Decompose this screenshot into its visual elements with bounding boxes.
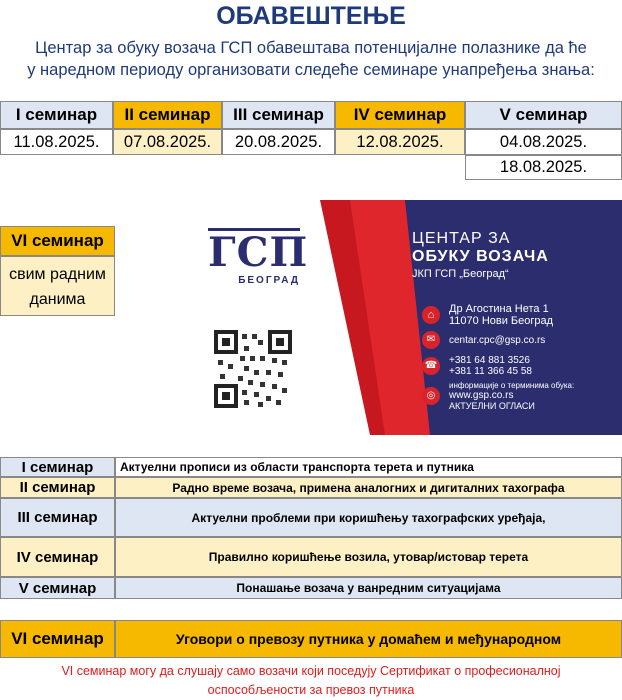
gsp-logo [208,228,309,288]
vi-schedule-line-1: свим радним [9,266,106,283]
topic-desc-3: Актуелни проблеми при коришћењу тахографских уређаја, [115,498,622,537]
intro-text [0,37,622,81]
schedule-header-3: III семинар [222,101,335,129]
footnote-line-1: VI семинар могу да слушају само возачи који поседују Сертификат о професионалној [61,664,561,678]
topic-desc-5: Понашање возача у ванредним ситуацијама [115,577,622,599]
email-row [422,331,622,349]
intro-line-1: Центар за обуку возача ГСП обавештава потенцијалне полазнике да ће [35,39,587,57]
schedule-header-1: I семинар [0,101,113,129]
card-contacts [422,303,622,411]
intro-line-2: у наредном периоду организовати следеће семинаре унапређења знања: [27,61,595,79]
schedule-header-2: II семинар [113,101,222,129]
logo-text: ГСП [208,229,309,276]
home-icon: ⌂ [422,306,440,324]
address-row [422,303,622,327]
footnote-line-2: оспособљености за превоз путника [207,683,415,697]
schedule-date-4: 12.08.2025. [335,129,465,155]
phone-1: +381 64 881 3526 [449,355,530,366]
logo-subtext: БЕОГРАД [238,275,300,286]
topic-label-5: V семинар [0,577,115,599]
topic-label-4: IV семинар [0,537,115,577]
page-title: ОБАВЕШТЕЊЕ [216,2,406,30]
web-row [422,381,622,411]
schedule-header-4: IV семинар [335,101,465,129]
vi-seminar-label: VI семинар [0,226,115,256]
email-icon: ✉ [422,331,440,349]
vi-seminar-schedule [0,256,115,316]
topic-desc-1: Актуелни прописи из области транспорта терета и путника [115,457,622,477]
topic-label-3: III семинар [0,498,115,537]
phone-2: +381 11 366 45 58 [449,366,532,377]
phone-row [422,355,622,377]
schedule-date-2: 07.08.2025. [113,129,222,155]
vi-schedule-line-2: данима [29,291,86,308]
topic-label-6: VI семинар [0,620,115,658]
topic-label-2: II семинар [0,477,115,498]
address-line-2: 11070 Нови Београд [449,315,554,327]
business-card [200,200,622,435]
web-text: www.gsp.co.rs [449,390,514,401]
card-heading-2: ОБУКУ ВОЗАЧА [412,248,549,265]
address-line-1: Др Агостина Нета 1 [449,303,549,315]
phone-icon: ☎ [422,357,440,375]
schedule-date-1: 11.08.2025. [0,129,113,155]
footnote [0,662,622,700]
qr-code [214,330,292,408]
email-text: centar.cpc@gsp.co.rs [449,334,546,346]
card-heading-1: ЦЕНТАР ЗА [412,230,511,247]
topic-label-1: I семинар [0,457,115,477]
topic-desc-2: Радно време возача, примена аналогних и дигиталних тахографа [115,477,622,498]
schedule-date-3: 20.08.2025. [222,129,335,155]
schedule-date-5b: 18.08.2025. [465,155,622,180]
card-company: ЈКП ГСП „Београд“ [412,268,509,280]
schedule-header-5: V семинар [465,101,622,129]
news-text: АКТУЕЛНИ ОГЛАСИ [449,401,535,411]
info-text: информације о терминима обука: [449,381,575,390]
topic-desc-6: Уговори о превозу путника у домаћем и међународном [115,620,622,658]
globe-icon: ◎ [422,387,440,405]
schedule-date-5: 04.08.2025. [465,129,622,155]
card-heading [412,230,617,280]
topic-desc-4: Правилно коришћење возила, утовар/истовар терета [115,537,622,577]
